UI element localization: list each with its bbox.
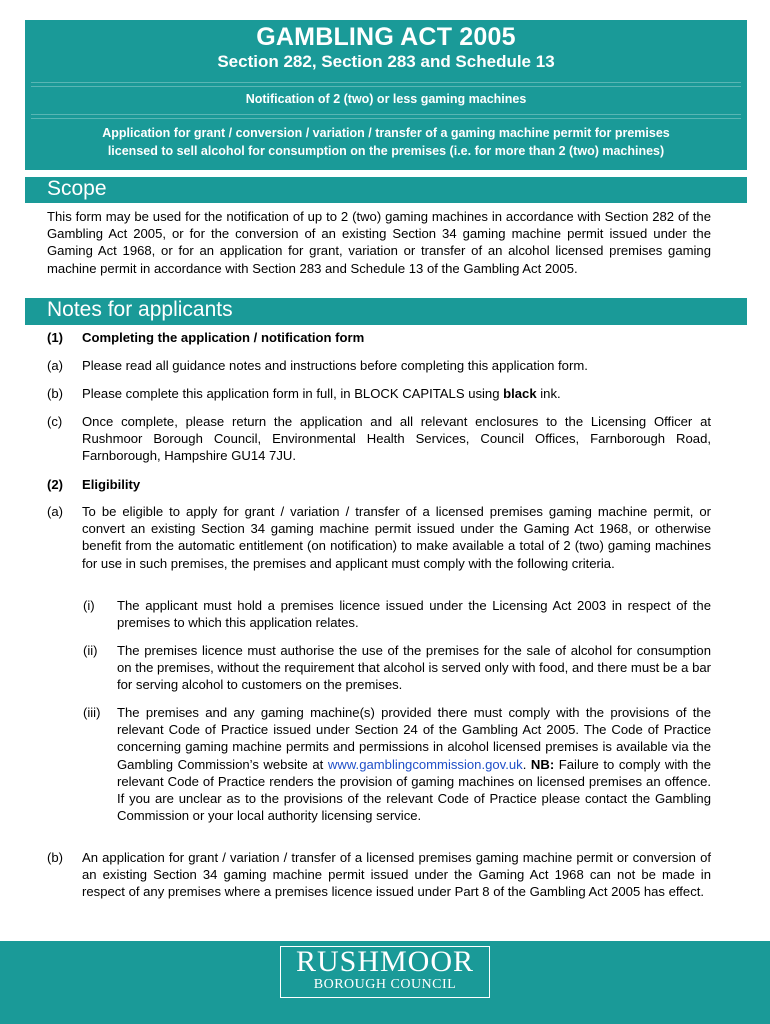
nb-label: NB:	[530, 756, 555, 772]
divider	[31, 82, 741, 83]
logo-line-2: BOROUGH COUNCIL	[313, 977, 457, 992]
criterion-iii-text-post: Failure to comply with the relevant Code of Practice renders the provision of gaming machines on licensed premises an offence. If you are unclear as to the provisions of the relevant Code of Practice please contact the Gambling Commission or your local authority licensing service.	[117, 756, 711, 824]
note-a-text: Please read all guidance notes and instructions before completing this application form.	[82, 358, 588, 373]
item-number: (a)	[47, 504, 64, 519]
section-title: Eligibility	[82, 477, 141, 492]
subitem-number: (i)	[83, 598, 95, 613]
criterion-i-text: The applicant must hold a premises licence issued under the Licensing Act 2003 in respect of the premises to which this application relates.	[117, 598, 711, 631]
scope-heading: Scope	[47, 177, 107, 200]
eligibility-b-text: An application for grant / variation / transfer of a licensed premises gaming machine permit or conversion of an existing Section 34 gaming machine permit issued under the Gaming Act 1968 can not be made in respect of any premises where a premises licence issued under Part 8 of the Gambling Act 2005 has effect.	[82, 850, 711, 900]
gambling-commission-link[interactable]: www.gamblingcommission.gov.uk	[327, 756, 523, 772]
subitem-number: (ii)	[83, 643, 98, 658]
application-line-1: Application for grant / conversion / variation / transfer of a gaming machine permit for premises	[102, 126, 670, 140]
divider	[31, 118, 741, 119]
note-b-text-pre: Please complete this application form in full, in BLOCK CAPITALS using	[82, 386, 500, 401]
logo-line-1: RUSHMOOR	[295, 945, 475, 978]
section-number: (2)	[47, 477, 64, 492]
section-title: Completing the application / notification form	[82, 330, 365, 345]
criterion-iii-period: .	[522, 756, 527, 772]
divider	[31, 114, 741, 115]
section-number: (1)	[47, 330, 64, 345]
application-line-2: licensed to sell alcohol for consumption on the premises (i.e. for more than 2 (two) machines)	[107, 144, 665, 158]
document-subtitle: Section 282, Section 283 and Schedule 13	[217, 52, 555, 71]
subitem-number: (iii)	[83, 705, 101, 720]
criterion-ii-text: The premises licence must authorise the use of the premises for the sale of alcohol for consumption on the premises, without the requirement that alcohol is served only with food, and there must be a bar for serving alcohol to customers on the premises.	[117, 643, 711, 693]
scope-text: This form may be used for the notification of up to 2 (two) gaming machines in accordance with Section 282 of the Gambling Act 2005, or for the conversion of an existing Section 34 gaming machine permit issued under the Gaming Act 1968, or for an application for grant, variation or transfer of an alcohol licensed premises gaming machine permit in accordance with Section 283 and Schedule 13 of the Gambling Act 2005.	[47, 209, 711, 276]
notification-line: Notification of 2 (two) or less gaming machines	[245, 92, 527, 106]
criterion-iii-text	[117, 704, 711, 824]
note-c-text: Once complete, please return the application and all relevant enclosures to the Licensing Officer at Rushmoor Borough Council, Environmental Health Services, Council Offices, Farnborough Road, Farnborough, Hampshire GU14 7JU.	[82, 414, 711, 464]
notes-heading-bar	[25, 298, 747, 325]
document-header	[25, 20, 747, 170]
notes-heading: Notes for applicants	[47, 298, 233, 321]
note-b-text	[82, 385, 711, 402]
scope-heading-bar	[25, 177, 747, 203]
item-number: (a)	[47, 358, 64, 373]
note-b-text-bold: black	[503, 386, 537, 401]
note-b-text-post: ink.	[540, 386, 561, 401]
eligibility-a-text: To be eligible to apply for grant / variation / transfer of a licensed premises gaming machine permit, or convert an existing Section 34 gaming machine permit issued under the Gaming Act 1968, or otherwise benefit from the automatic entitlement (on notification) to make available a total of 2 (two) gaming machines for use in such premises, the premises and applicant must comply with the following criteria.	[82, 504, 711, 571]
item-number: (b)	[47, 850, 64, 865]
item-number: (b)	[47, 386, 64, 401]
divider	[31, 86, 741, 87]
document-title: GAMBLING ACT 2005	[256, 23, 516, 51]
item-number: (c)	[47, 414, 63, 429]
application-description	[31, 124, 741, 160]
rushmoor-logo	[280, 946, 490, 998]
criterion-iii-text-pre: The premises and any gaming machine(s) provided there must comply with the provisions of the relevant Code of Practice issued under Section 24 of the Gambling Act 2005. The Code of Practice concerning gaming machine permits and permissions in alcohol licensed premises is available via the Gambling Commission’s website at	[117, 705, 711, 772]
